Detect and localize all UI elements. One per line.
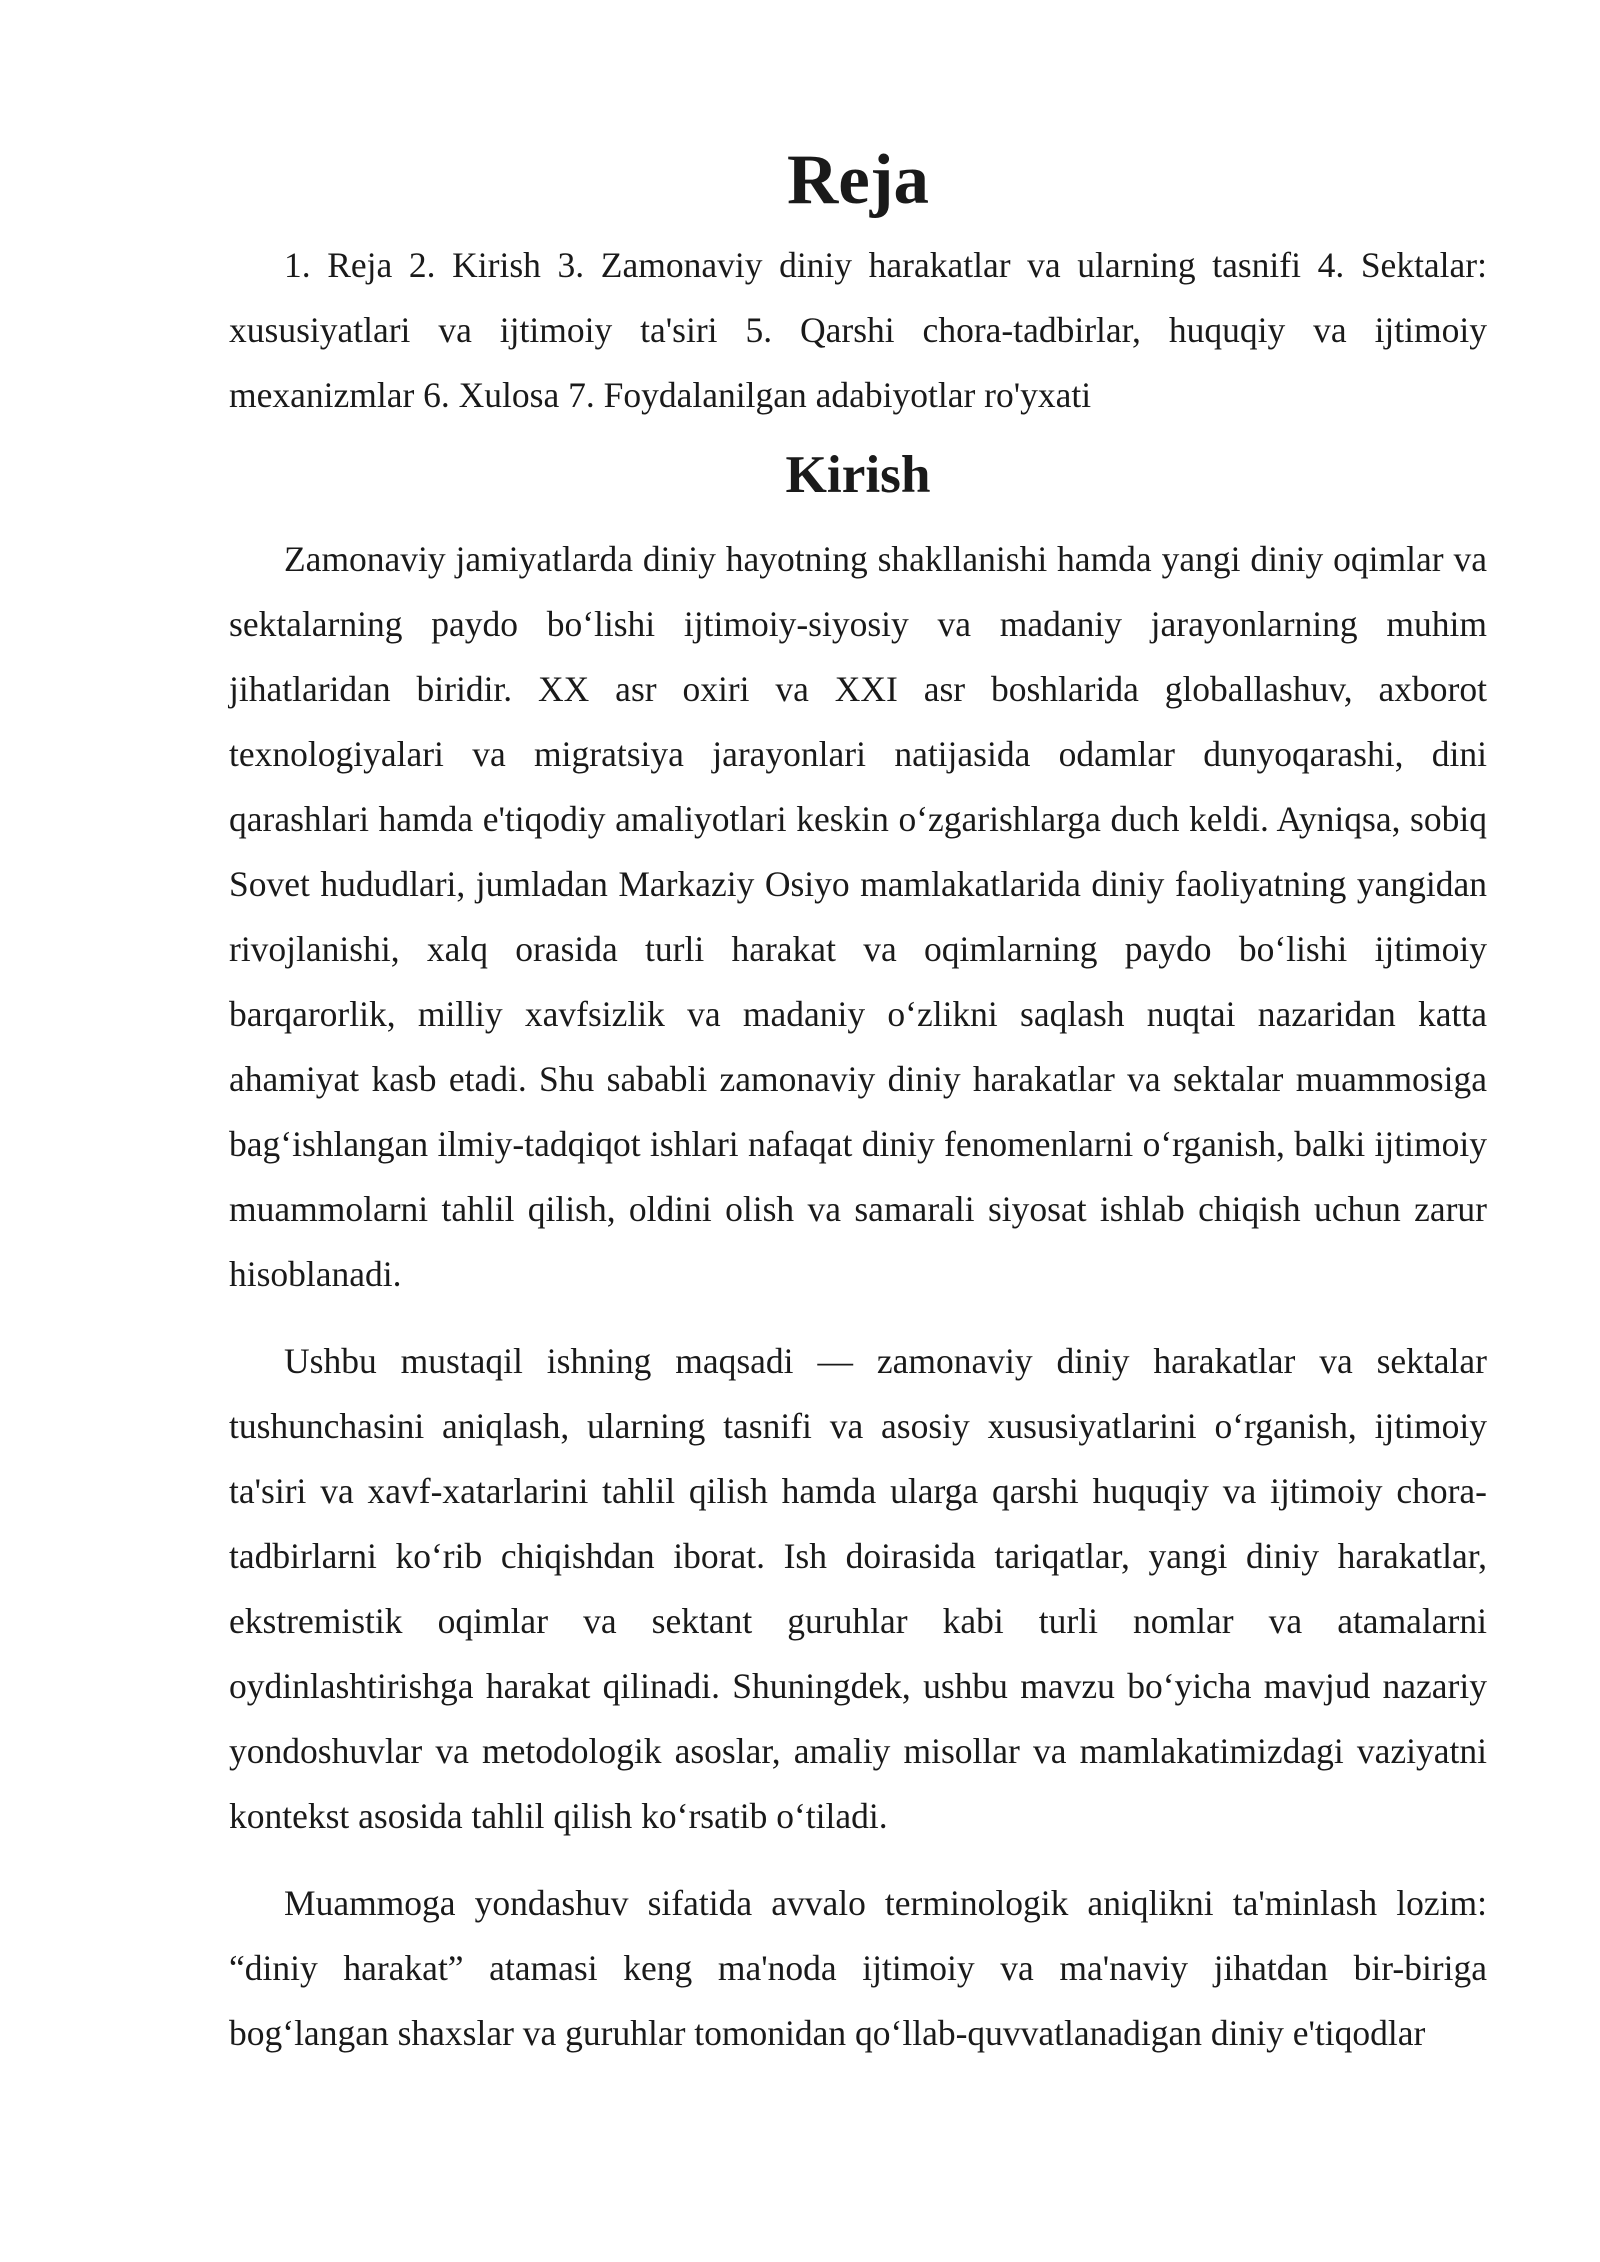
document-page bbox=[229, 141, 1487, 2066]
intro-paragraph-3: Muammoga yondashuv sifatida avvalo terminologik aniqlikni ta'minlash lozim: “diniy harakat” atamasi keng ma'noda ijtimoiy va ma'naviy jihatdan bir-biriga bog‘langan shaxslar va guruhlar tomonidan qo‘llab-quvvatlanadigan diniy e'tiqodlar bbox=[229, 1883, 1487, 2053]
intro-heading: Kirish bbox=[785, 445, 931, 504]
intro-paragraph-2: Ushbu mustaqil ishning maqsadi — zamonaviy diniy harakatlar va sektalar tushunchasini aniqlash, ularning tasnifi va asosiy xususiyatlarini o‘rganish, ijtimoiy ta'siri va xavf-xatarlarini tahlil qilish hamda ularga qarshi huquqiy va ijtimoiy chora-tadbirlarni ko‘rib chiqishdan iborat. Ish doirasida tariqatlar, yangi diniy harakatlar, ekstremistik oqimlar va sektant guruhlar kabi turli nomlar va atamalarni oydinlashtirishga harakat qilinadi. Shuningdek, ushbu mavzu bo‘yicha mavjud nazariy yondoshuvlar va metodologik asoslar, amaliy misollar va mamlakatimizdagi vaziyatni kontekst asosida tahlil qilish ko‘rsatib o‘tiladi. bbox=[229, 1341, 1487, 1836]
plan-text: 1. Reja 2. Kirish 3. Zamonaviy diniy harakatlar va ularning tasnifi 4. Sektalar: xususiyatlari va ijtimoiy ta'siri 5. Qarshi chora-tadbirlar, huquqiy va ijtimoiy mexanizmlar 6. Xulosa 7. Foydalanilgan adabiyotlar ro'yxati bbox=[229, 245, 1487, 415]
plan-heading: Reja bbox=[787, 141, 929, 219]
intro-paragraph-1: Zamonaviy jamiyatlarda diniy hayotning shakllanishi hamda yangi diniy oqimlar va sektalarning paydo bo‘lishi ijtimoiy-siyosiy va madaniy jarayonlarning muhim jihatlaridan biridir. XX asr oxiri va XXI asr boshlarida globallashuv, axborot texnologiyalari va migratsiya jarayonlari natijasida odamlar dunyoqarashi, dini qarashlari hamda e'tiqodiy amaliyotlari keskin o‘zgarishlarga duch keldi. Ayniqsa, sobiq Sovet hududlari, jumladan Markaziy Osiyo mamlakatlarida diniy faoliyatning yangidan rivojlanishi, xalq orasida turli harakat va oqimlarning paydo bo‘lishi ijtimoiy barqarorlik, milliy xavfsizlik va madaniy o‘zlikni saqlash nuqtai nazaridan katta ahamiyat kasb etadi. Shu sababli zamonaviy diniy harakatlar va sektalar muammosiga bag‘ishlangan ilmiy-tadqiqot ishlari nafaqat diniy fenomenlarni o‘rganish, balki ijtimoiy muammolarni tahlil qilish, oldini olish va samarali siyosat ishlab chiqish uchun zarur hisoblanadi. bbox=[229, 539, 1487, 1294]
